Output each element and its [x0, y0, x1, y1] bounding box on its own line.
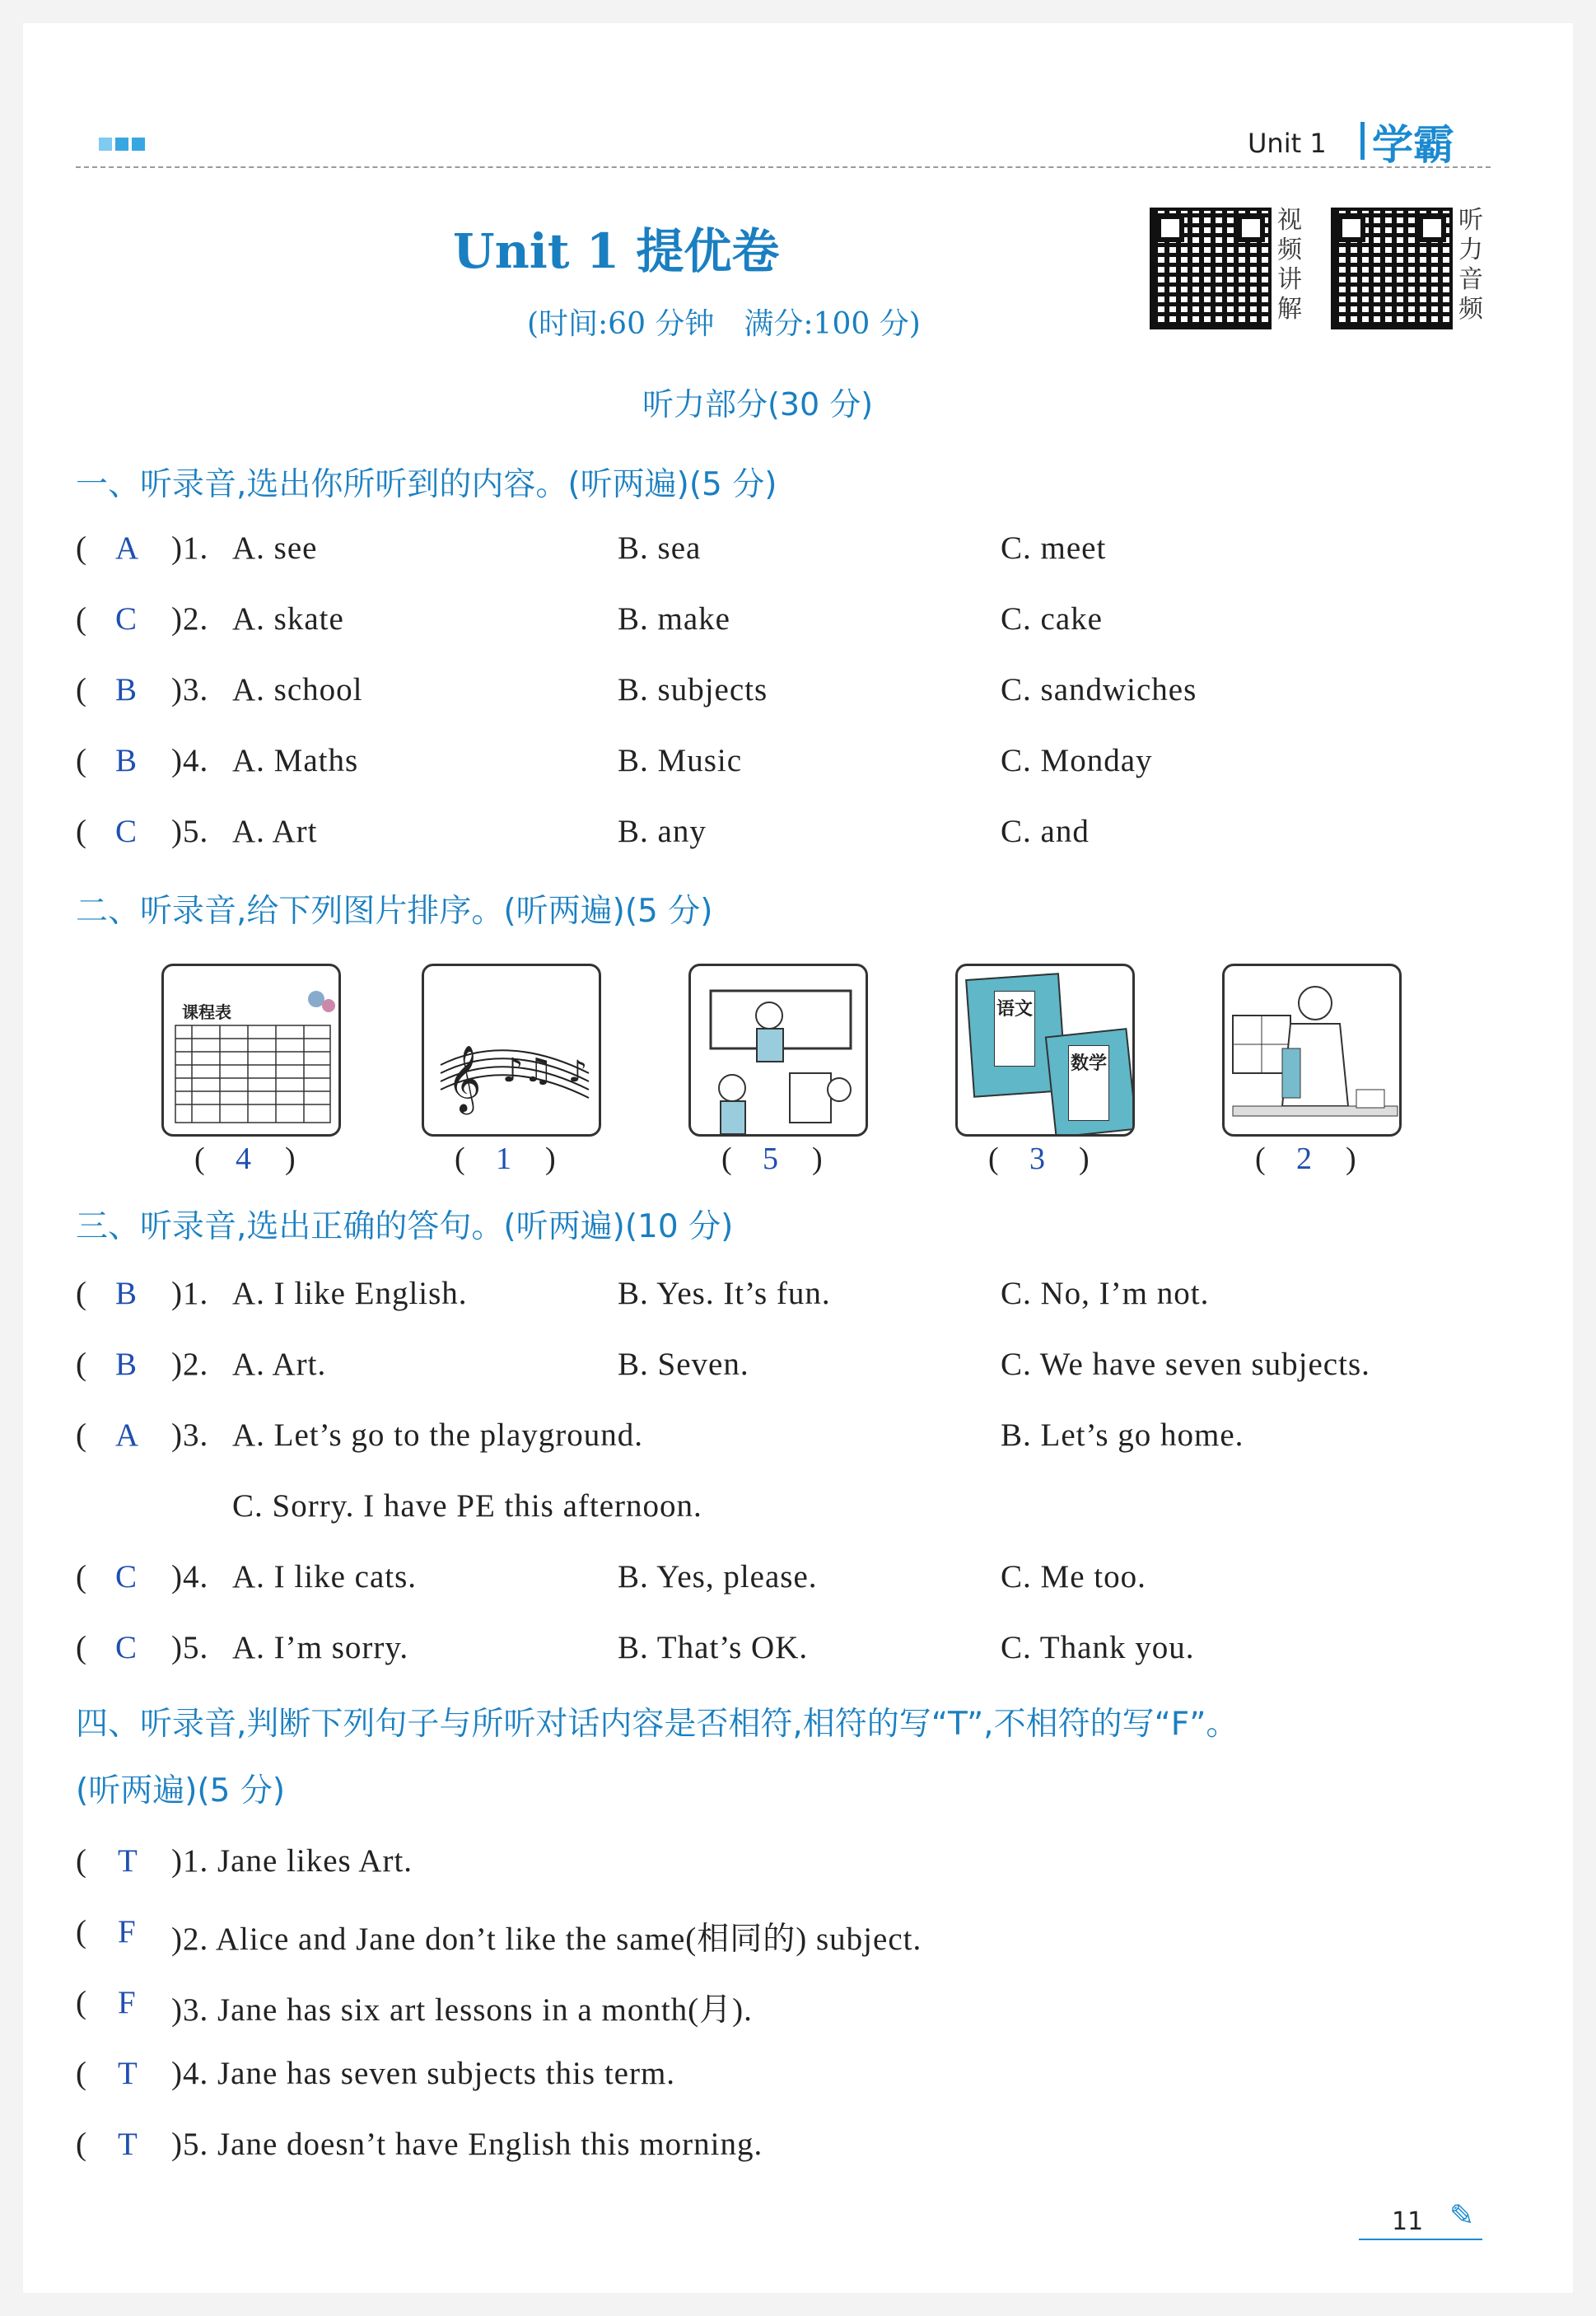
answer-blank[interactable]: A	[115, 530, 139, 566]
answer-blank[interactable]: F	[118, 1985, 136, 2020]
answer-paren-close: )	[285, 1142, 296, 1176]
option-c: C. Me too.	[1001, 1559, 1146, 1595]
option-c: C. Thank you.	[1001, 1630, 1195, 1665]
picture-order-answer[interactable]: 2	[1296, 1142, 1312, 1176]
timetable-icon	[161, 964, 341, 1137]
option-c: C. Monday	[1001, 743, 1153, 778]
exam-info: (时间:60 分钟 满分:100 分)	[527, 307, 921, 341]
answer-paren-open: (	[76, 1914, 86, 1949]
section-4-heading: 四、听录音,判断下列句子与所听对话内容是否相符,相符的写“T”,不相符的写“F”。	[76, 1706, 1239, 1743]
unit-label: Unit 1	[1248, 128, 1327, 159]
music-notes-icon	[422, 964, 601, 1137]
question-number: )5.	[171, 814, 209, 849]
answer-paren-close: )	[812, 1142, 823, 1176]
book-chinese-label: 语文	[994, 991, 1035, 1067]
picture-order-answer[interactable]: 3	[1029, 1142, 1045, 1176]
brand-logo: 学霸	[1372, 121, 1454, 169]
answer-paren-open: (	[721, 1142, 732, 1176]
page-number: 11	[1392, 2207, 1424, 2236]
section-3-heading: 三、听录音,选出正确的答句。(听两遍)(10 分)	[76, 1208, 734, 1245]
svg-text:♪♫: ♪♫	[502, 1052, 553, 1090]
timetable-caption: 课程表	[182, 1002, 231, 1022]
option-b: B. subjects	[618, 672, 768, 707]
answer-blank[interactable]: B	[115, 1276, 138, 1311]
answer-paren-open: (	[194, 1142, 205, 1176]
header-divider	[76, 166, 1491, 168]
option-a: A. see	[232, 530, 318, 566]
option-a: A. skate	[232, 601, 344, 637]
option-c: C. Sorry. I have PE this afternoon.	[232, 1488, 702, 1524]
answer-paren-open: (	[76, 814, 86, 849]
option-a: A. I like English.	[232, 1276, 468, 1311]
option-c: C. cake	[1001, 601, 1103, 637]
answer-blank[interactable]: B	[115, 672, 138, 707]
answer-paren-open: (	[76, 1843, 86, 1879]
answer-paren-open: (	[1255, 1142, 1266, 1176]
answer-paren-close: )	[1346, 1142, 1356, 1176]
option-a: A. Maths	[232, 743, 359, 778]
option-b: B. Seven.	[618, 1347, 749, 1382]
option-b: B. Let’s go home.	[1001, 1417, 1244, 1453]
answer-blank[interactable]: A	[115, 1417, 139, 1453]
option-c: C. meet	[1001, 530, 1107, 566]
option-b: B. make	[618, 601, 730, 637]
statement: )2. Alice and Jane don’t like the same(相同的) subject.	[171, 1921, 922, 1957]
header-decoration	[99, 138, 145, 151]
question-number: )2.	[171, 601, 209, 637]
question-number: )1.	[171, 1276, 209, 1311]
logo-bar	[1360, 122, 1365, 160]
answer-blank[interactable]: T	[118, 2056, 138, 2091]
qr-label-audio: 听力音频	[1458, 206, 1483, 324]
option-c: C. and	[1001, 814, 1090, 849]
answer-paren-open: (	[76, 1347, 86, 1382]
option-c: C. No, I’m not.	[1001, 1276, 1210, 1311]
answer-paren-open: (	[76, 2127, 86, 2162]
teacher-students-icon	[688, 964, 868, 1137]
answer-blank[interactable]: F	[118, 1914, 136, 1949]
qr-label-video: 视频讲解	[1277, 206, 1302, 324]
option-a: A. Let’s go to the playground.	[232, 1417, 644, 1453]
answer-blank[interactable]: C	[115, 814, 138, 849]
option-b: B. Yes, please.	[618, 1559, 818, 1595]
answer-blank[interactable]: B	[115, 743, 138, 778]
option-c: C. We have seven subjects.	[1001, 1347, 1370, 1382]
svg-text:𝄞: 𝄞	[447, 1044, 482, 1112]
answer-blank[interactable]: B	[115, 1347, 138, 1382]
option-a: A. Art.	[232, 1347, 327, 1382]
answer-paren-open: (	[76, 743, 86, 778]
answer-paren-open: (	[455, 1142, 465, 1176]
question-number: )3.	[171, 672, 209, 707]
answer-paren-close: )	[545, 1142, 556, 1176]
option-b: B. Yes. It’s fun.	[618, 1276, 831, 1311]
question-number: )3.	[171, 1417, 209, 1453]
question-number: )1.	[171, 530, 209, 566]
qr-code-audio[interactable]	[1331, 208, 1453, 329]
page-title: Unit 1 提优卷	[453, 223, 780, 279]
answer-blank[interactable]: T	[118, 1843, 138, 1879]
statement: )4. Jane has seven subjects this term.	[171, 2056, 676, 2091]
listening-section-title: 听力部分(30 分)	[642, 386, 874, 423]
question-number: )4.	[171, 1559, 209, 1595]
answer-paren-open: (	[76, 672, 86, 707]
answer-paren-open: (	[76, 1276, 86, 1311]
question-number: )4.	[171, 743, 209, 778]
question-number: )2.	[171, 1347, 209, 1382]
answer-paren-close: )	[1079, 1142, 1090, 1176]
answer-paren-open: (	[76, 1630, 86, 1665]
picture-order-answer[interactable]: 1	[496, 1142, 511, 1176]
section-2-heading: 二、听录音,给下列图片排序。(听两遍)(5 分)	[76, 893, 713, 930]
option-a: A. school	[232, 672, 363, 707]
answer-paren-open: (	[76, 1417, 86, 1453]
section-1-heading: 一、听录音,选出你所听到的内容。(听两遍)(5 分)	[76, 466, 777, 503]
svg-text:♪: ♪	[568, 1055, 587, 1089]
answer-paren-open: (	[76, 530, 86, 566]
book-maths-label: 数学	[1068, 1045, 1109, 1121]
answer-blank[interactable]: C	[115, 1630, 138, 1665]
statement: )3. Jane has six art lessons in a month(月).	[171, 1992, 753, 2028]
footer-line	[1359, 2239, 1482, 2240]
answer-blank[interactable]: T	[118, 2127, 138, 2162]
answer-blank[interactable]: C	[115, 1559, 138, 1595]
option-c: C. sandwiches	[1001, 672, 1197, 707]
qr-code-video[interactable]	[1150, 208, 1272, 329]
statement: )5. Jane doesn’t have English this morning.	[171, 2127, 763, 2162]
science-lab-icon	[1222, 964, 1402, 1137]
picture-order-answer[interactable]: 5	[763, 1142, 778, 1176]
option-b: B. That’s OK.	[618, 1630, 809, 1665]
option-a: A. I like cats.	[232, 1559, 418, 1595]
option-a: A. Art	[232, 814, 318, 849]
picture-order-answer[interactable]: 4	[236, 1142, 251, 1176]
answer-paren-open: (	[76, 601, 86, 637]
answer-blank[interactable]: C	[115, 601, 138, 637]
option-b: B. sea	[618, 530, 702, 566]
question-number: )5.	[171, 1630, 209, 1665]
option-b: B. Music	[618, 743, 743, 778]
answer-paren-open: (	[76, 1985, 86, 2020]
option-b: B. any	[618, 814, 707, 849]
books-icon	[955, 964, 1135, 1137]
answer-paren-open: (	[76, 2056, 86, 2091]
statement: )1. Jane likes Art.	[171, 1843, 413, 1879]
pencil-icon: ✎	[1449, 2199, 1475, 2233]
answer-paren-open: (	[76, 1559, 86, 1595]
option-a: A. I’m sorry.	[232, 1630, 409, 1665]
section-4-heading-note: (听两遍)(5 分)	[76, 1772, 286, 1809]
answer-paren-open: (	[988, 1142, 999, 1176]
